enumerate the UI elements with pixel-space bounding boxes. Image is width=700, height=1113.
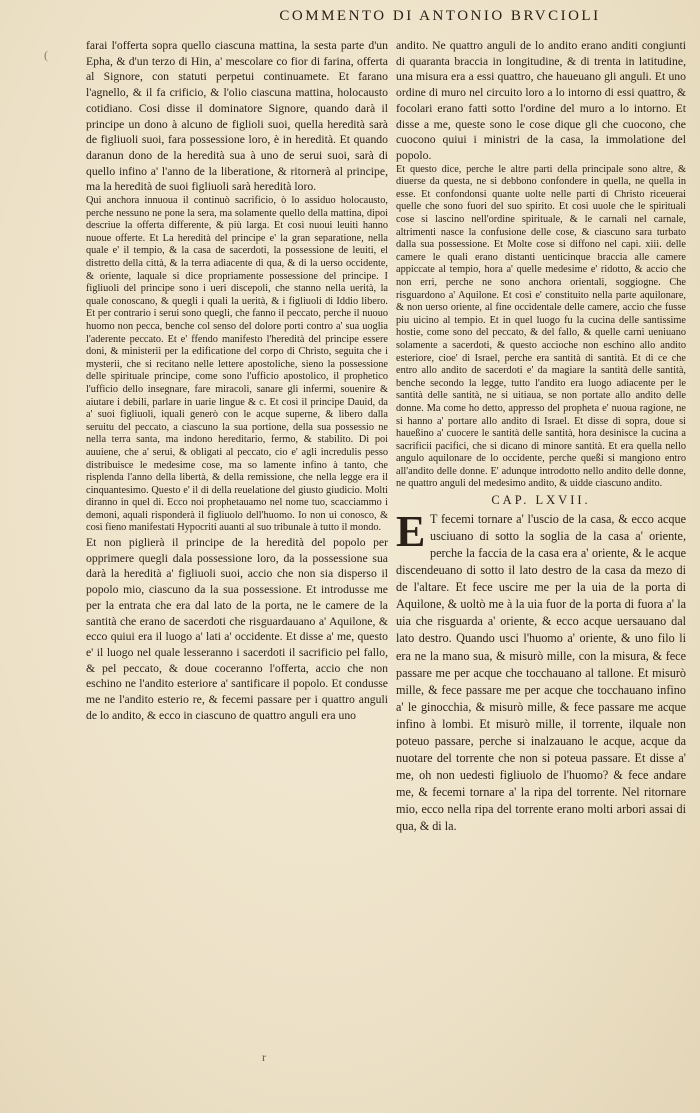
right-column [396,38,686,836]
chapter-heading: CAP. LXVII. [491,493,591,508]
scripture-paragraph: andito. Ne quattro anguli de lo andito erano anditi congiunti di quaranta braccia in longitudine, & di trenta in latitudine, una misura era a essi quattro, che haueuano gli anguli. Et uno ordine di muro nel circuito loro a lo intorno di essi quattro, & focolari erano fatti sotto l'ordine del muro a lo intorno. Et disse a me, queste sono le cose dique gli che cuocono, che cuocono quiui i ministri de la casa, la immolatione del popolo. [396,39,686,162]
drop-cap-letter: E [396,506,426,556]
running-header: COMMENTO DI ANTONIO BRVCIOLI [279,8,601,24]
chapter-paragraph: T fecemi tornare a' l'uscio de la casa, & ecco acque usciuano di sotto la soglia de la casa a' oriente, perche la faccia de la casa era a' oriente, & le acque discendeuano di sotto il lato destro de la casa da mezo di de l'altare. Et fece uscire me per la uia de la porta di Aquilone, & uoltò me à la uia fuor de la porta di fuora a' la uia che risguarda a' oriente, & ecco acque uersauano dal lato destro. Quando usci l'huomo a' oriente, & uno filo li era ne la mano sua, & misurò mille, con la misura, & fece passare me per acque che tocchauano al tallone. Et misurò mille, & fece passare me per acque che tocchauano infino a' le ginocchia, & misurò mille, & fece passare me acque infino à lombi. Et misurò mille, il torrente, ilquale non poteuo passare, perche si inalzauano le acque, acque da nuotare del torrente che non si poteua passare. Et disse a' me, oh non uedesti figliuolo de l'huomo? & fece andare me, & fecemi tornare a' la ripa del torrente. Nel ritornare mio, ecco nella ripa del torrente erano molti arbori assai di qua, & di la. [396,511,686,834]
scripture-paragraph: farai l'offerta sopra quello ciascuna mattina, la sesta parte d'un Epha, & d'un terzo di Hin, a' mescolare co fior di farina, offerta al Signore, con statuti perpetui continuamete. Et farano l'agnello, & il fa crificio, & l'olio ciascuna mattina, holocausto cotidiano. Cosi disse il dominatore Signore, quando darà il principe un dono à alcuno de figlioli suoi, quella heredità sarà de figliuoli suoi, fara possessione loro, è in heredità. Et quando daranun dono de la heredità sua à uno de serui suoi, sarà di quello infino a' l'anno de la liberatione, & ritornerà al principe, ma la heredità de suoi figliuoli sarà heredità loro. [86,39,388,194]
left-column [86,38,388,724]
foot-mark: r [262,1050,266,1064]
commentary-paragraph: Qui anchora innuoua il continuò sacrificio, ò lo assiduo holocausto, perche nessuno ne pone la sera, ma solamente quello della mattina, dipoi descriue la offerta differente, & più larga. Et così nuoui leuiti hanno nuoue offerte. Et La heredità del principe e' la gran separatione, nella quale e' il tempio, & la casa de sacerdoti, la possessione de leuiti, el distretto della città, & la terra adiacente di qua, & di la uerso occidente, & oriente, laquale si dice propriamente possessione del principe. I figliuoli del principe sono i ueri discepoli, che stanno nella uerità, la quale conoscano, & quegli i quali la uerità, & i figliuoli di Iddio libero. Et per contrario i serui sono quegli, che fanno il peccato, perche il nuouo huomo non pecca, benche col senso del dolore porti contro a' sua uoglia l'aderente peccato. Et e' ffendo manifesto l'heredità del principe essere doni, & ministerii per la edificatione del corpo di Christo, seguita che i mysterii, che si recitano nelle lettere apostoliche, sieno la possessione delle spirituale principe, come sono l'ufficio apostolico, il prophetico l'ufficio dello insegnare, fare miracoli, sanare gli infermi, souenire & aiutare i debili, parlare in uarie lingue & c. Et così il principe Dauid, da a' suoi figliuoli, iquali generò con le acque superne, & libero dalla seruitu del peccato, a ciascuno la sua portione, della sua possessio ne nella terra santa, ma indono hereditario, fermo, & stabilito. Di poi auuiene, che a' serui, & obligati al peccato, cio e' agli incredulis pesso distribuisce le medesime cose, ma so lamente infino à tanto, che risplenda l'anno della libertà, & della remissione, che nella legge era il cinquantesimo. Questo e' il di della reuelatione del giusto giudicio. Molti diranno in quel di. Ecco noi prophetauamo nel nome tuo, scacciammo i demoni, aquali risponderà il figliuolo dell'huomo. Io non ui conosco, & così fieno manifestati Hypocriti auanti al suo tribunale à tutto il mondo. [86,195,388,534]
commentary-paragraph: Et questo dice, perche le altre parti della principale sono altre, & diuerse da questa, ne si debbono confondere in quella, ne quella in esse. Et confondonsi quante uolte nelle parti di Christo riceuerai quelle che sono fuori del suo spirito. Et così uuole che le spirituali cose si lascino nell'ordine spirituale, & le carnali nel carnale, altrimenti nasce la confusione delle cose, & ciascuno sara turbato dalla sua possessione. Et Molte cose si diffono nel capi. xiii. delle camere le quali erano distanti uenticinque braccia alle camere appiccate al tempio, hora a' quelle medesime e' ridotto, & accio che non erri, perche ne sono anchora orientali, soggiogne. Che risguardono a' Aquilone. Et così e' constituito nella parte aquilonare, & non uerso oriente, al fine occidentale delle camere, accio che fusse piu uicino al tempio. Et in quel luogo fu la cucina delle santissime hostie, come sono del peccato, & del fallo, & quelle carni ueniuano solamente a sacerdoti, & questo accioche non eschino allo andito esteriore, cioe' di Israel, perche era santità di santità. Et di ce che entro allo andito de sacerdoti e' da magiare la santità delle santità, benche secondo la legge, tutto l'andito era luogo adiacente per le santità delle santità, ne si uitiaua, se non portate allo andito delle donne. Ma come ho detto, appresso del propheta e' nuoua ragione, ne si hanno a' portare allo andito di Israel. Et disse di sopra, doue si haueßino a' cuocere le santità delle santità, hora desinisce la cucina a sacrificii pacifici, che si dicano di minore santità. Et era quella nello angulo aquilonare de lo occidente, perche queßi si mangiono entro all'andito delle donne. E' adunque introdotto nello andito delle donne, ne quattro anguli del medesimo andito, & uidde ciascuno andito. [396,163,686,490]
margin-mark: ( [44,48,48,62]
chapter-opening [396,506,686,836]
scripture-paragraph: Et non piglierà il principe de la heredità del popolo per opprimere quegli dala possessione loro, da la possessione sua darà la heredità a' figliuoli suoi, accio che non sia disperso il popolo mio, ciascuno da la sua possessione. Et introdusse me per la entrata che era dal lato de la porta, ne le camere de la santità che erano de sacerdoti che risguardauano a' Aquilone, & ecco quiui era il luogo a' lati a' occidente. Et disse a' me, questo e' il luogo nel quale lesseranno i sacerdoti il sacrificio pel fallo, & pel peccato, & doue coceranno l'offerta, accio che non eschino ne l'andito esteriore a' santificare il popolo. Et condusse me ne l'andito esterio re, & fecemi passare per i quattro anguli de lo andito, & ecco in ciascuno de quattro anguli era uno [86,536,388,722]
